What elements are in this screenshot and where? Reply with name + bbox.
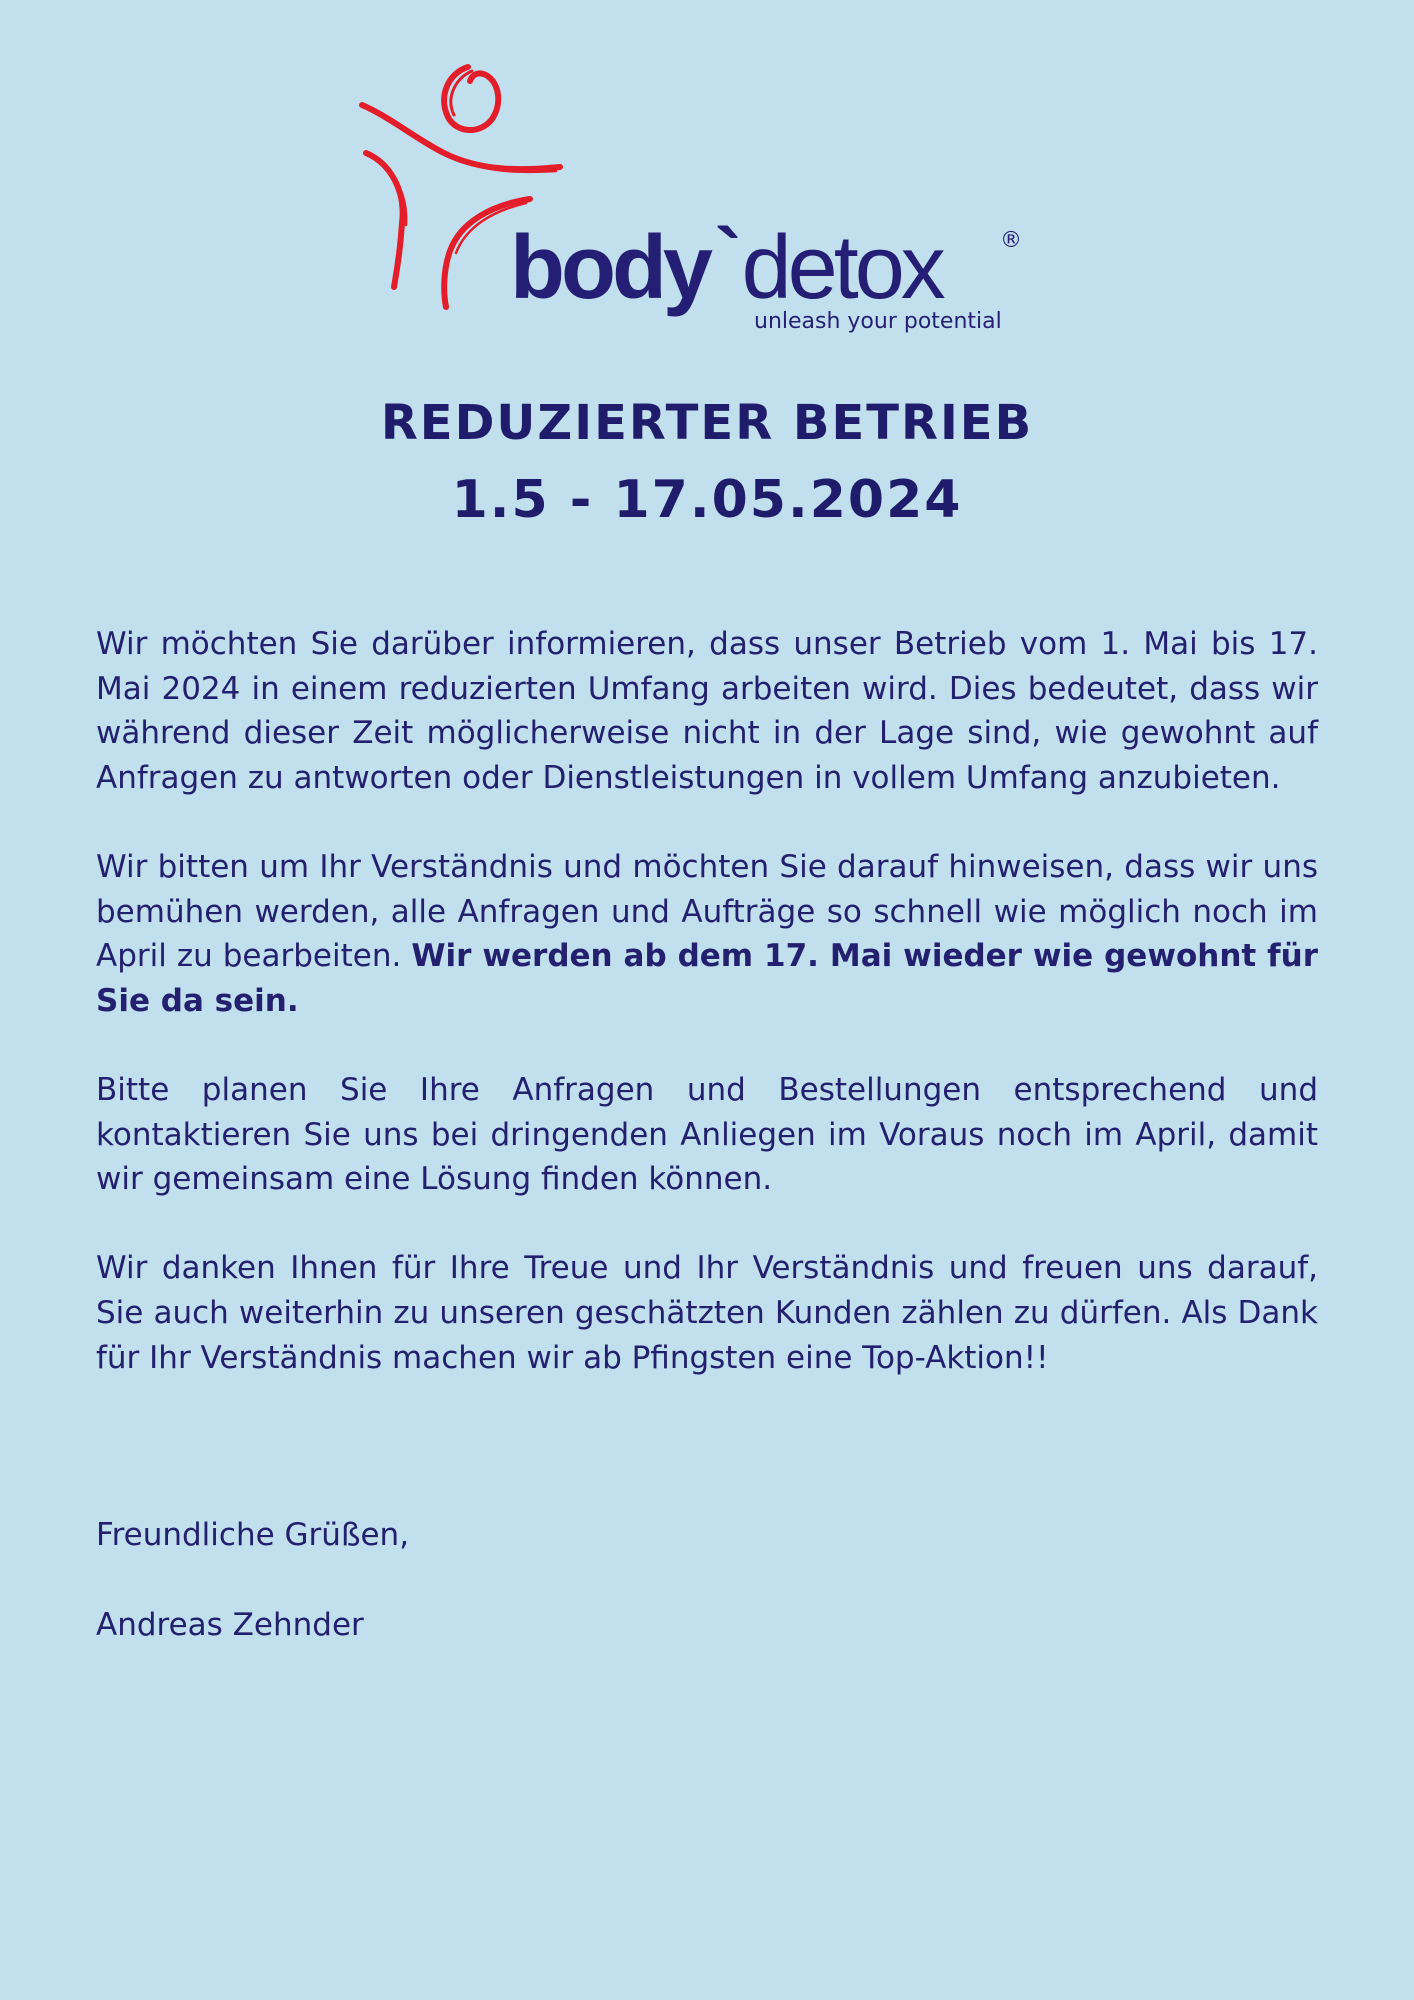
logo-wordmark (510, 212, 942, 318)
notice-body (96, 622, 1318, 1425)
logo-word-body: body (510, 218, 709, 318)
body-detox-logo (350, 55, 1030, 345)
paragraph-3: Bitte planen Sie Ihre Anfragen und Bestellungen entsprechend und kontaktieren Sie uns bei dringenden Anliegen im Voraus noch im April, damit wir gemeinsam eine Lösung finden können. (96, 1071, 1318, 1198)
signature: Andreas Zehnder (96, 1607, 364, 1643)
paragraph-2 (96, 845, 1318, 1023)
page-title: REDUZIERTER BETRIEB (380, 395, 1034, 451)
paragraph-4: Wir danken Ihnen für Ihre Treue und Ihr Verständnis und freuen uns darauf, Sie auch weiterhin zu unseren geschätzten Kunden zählen zu dürfen. Als Dank für Ihr Verständnis machen wir ab Pfingsten eine Top-Aktion!! (96, 1250, 1318, 1376)
date-range-title: 1.5 - 17.05.2024 (451, 470, 963, 530)
logo-word-detox: detox (741, 218, 942, 318)
closing-greeting: Freundliche Grüßen, (96, 1517, 410, 1553)
paragraph-2-bold: Wir werden ab dem 17. Mai wieder wie gewohnt für Sie da sein. (96, 938, 1318, 1019)
logo-word-mark: ` (714, 212, 738, 301)
paragraph-2-text: Wir bitten um Ihr Verständnis und möchten Sie darauf hinweisen, dass wir uns bemühen werden, alle Anfragen und Aufträge so schnell wie möglich noch im April zu bearbeiten. (96, 848, 1318, 975)
logo-tagline: unleash your potential (754, 309, 1002, 334)
paragraph-1: Wir möchten Sie darüber informieren, dass unser Betrieb vom 1. Mai bis 17. Mai 2024 in einem reduzierten Umfang arbeiten wird. Dies bedeutet, dass wir während dieser Zeit möglicherweise nicht in der Lage sind, wie gewohnt auf Anfragen zu antworten oder Dienstleistungen in vollem Umfang anzubieten. (96, 626, 1318, 796)
registered-mark: ® (1000, 228, 1022, 253)
